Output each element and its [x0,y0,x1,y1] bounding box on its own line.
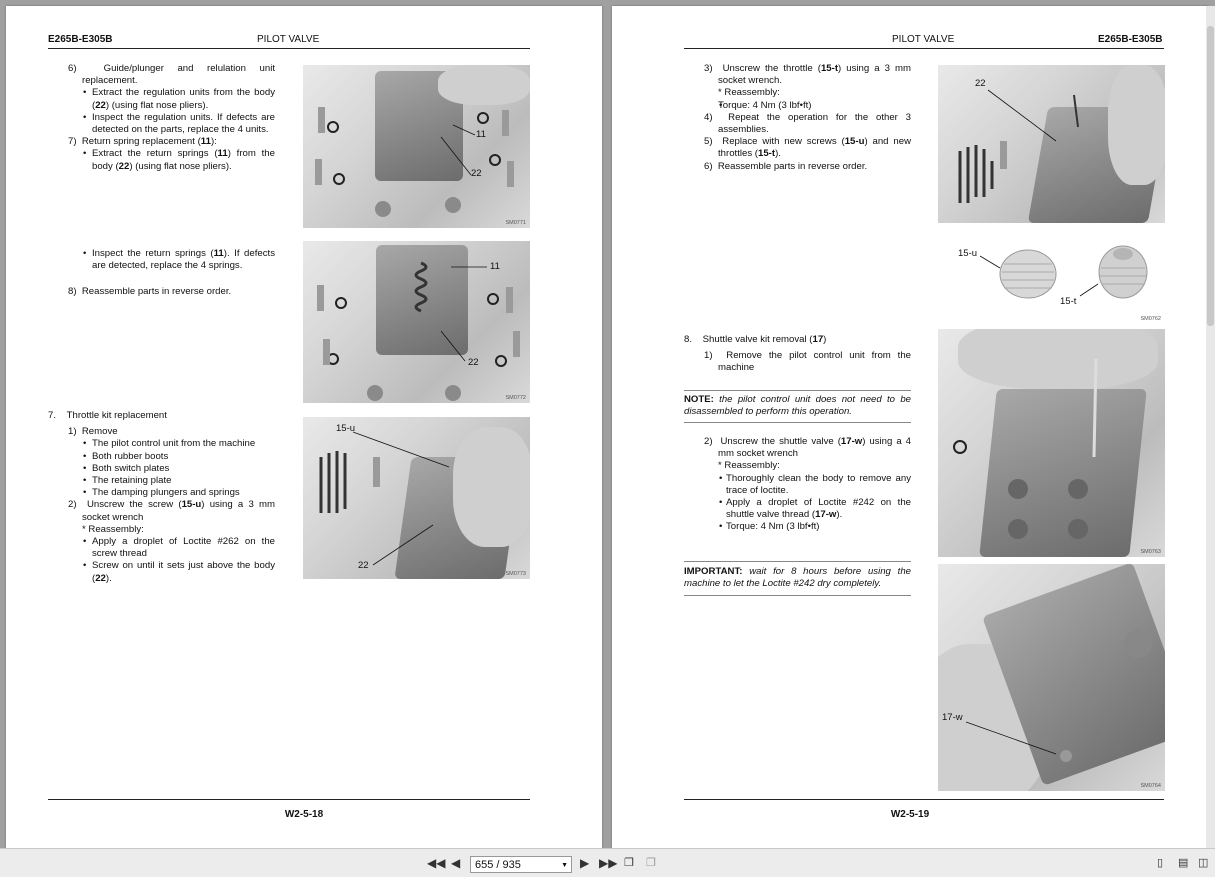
left-page [6,6,602,848]
callout-label: 22 [468,357,479,368]
section-8-text: 8. Shuttle valve kit removal (17) 1) Remove the pilot control unit from the machine [684,334,911,374]
continuous-view-icon[interactable]: ▤ [1178,857,1189,869]
paste-icon[interactable]: ❐ [646,857,656,869]
callout-label: 22 [358,560,369,571]
last-page-icon[interactable]: ▶▶ [599,856,618,870]
callout-label: 22 [975,78,986,89]
note-text: NOTE: the pilot control unit does not need to be disassembled to perform this operation. [684,394,911,418]
photo-shuttle-valve [938,329,1165,557]
callout-label: 15-u [336,423,356,434]
shuttle-valve-steps-text: 2) Unscrew the shuttle valve (17-w) using a 4 mm socket wrench * Reassembly: • Thoroughly clean the body to remove any trace of loctite. • Apply a droplet of Loctite #242 on the shuttle valve thread (17-w). • Torque: 4 Nm (3 lbf•ft) [704,436,911,534]
copy-icon[interactable]: ❐ [624,857,634,869]
image-code: SM0762 [1140,316,1161,322]
page-number-input[interactable] [470,856,572,873]
callout-label: 11 [490,261,500,272]
section-7-text: 7. Throttle kit replacement 1) Remove • The pilot control unit from the machine • Both rubber boots • Both switch plates • The retaining plate • The damping plungers and springs 2) Unscrew the screw (15-u) using a 3 mm socket wrench * Reassembly: • Apply a droplet of Loctite #262 on the screw thread • Screw on until it sets just above the body (22). [48,410,275,585]
header-rule [684,48,1164,49]
image-code: SM0772 [505,395,526,401]
callout-label: 17-w [942,712,963,723]
step-6-text: 6) Guide/plunger and relulation unit replacement. • Extract the regulation units from the body (22) (using flat nose pliers). • Inspect the regulation units. If defects are detected on the parts, replace the 4 units. 7) Return spring replacement (11): • Extract the return springs (11) from the body (22) (using flat nose pliers). [68,63,275,173]
next-page-icon[interactable]: ▶ [580,856,590,870]
page-indicator: 655 / 935 [475,859,521,871]
callout-label: 11 [476,129,486,140]
note-rule-bottom [684,422,911,423]
scrollbar-thumb[interactable] [1207,26,1214,326]
header-model: E265B-E305B [1098,34,1163,45]
important-rule-top [684,561,911,562]
important-text: IMPORTANT: wait for 8 hours before using the machine to let the Loctite #242 dry completely. [684,566,912,590]
page-number: W2-5-18 [284,809,324,820]
chevron-down-icon[interactable]: ▼ [561,862,568,869]
footer-rule [684,799,1164,800]
two-page-view-icon[interactable]: ◫ [1198,857,1209,869]
photo-shuttle-valve-closeup [938,564,1165,791]
image-code: SM0764 [1140,783,1161,789]
right-page [612,6,1208,848]
vertical-scrollbar[interactable] [1206,6,1215,848]
photo-throttle-removal [938,65,1165,223]
photo-throttle-screw [303,417,530,579]
photo-screw-throttle [938,234,1165,320]
header-title: PILOT VALVE [892,34,955,45]
header-model: E265B-E305B [48,34,113,45]
callout-label: 15-u [958,248,978,259]
footer-rule [48,799,530,800]
previous-page-icon[interactable]: ◀ [451,856,461,870]
header-title: PILOT VALVE [257,34,320,45]
image-code: SM0763 [1140,549,1161,555]
important-rule-bottom [684,595,911,596]
image-code: SM0771 [505,220,526,226]
image-code: SM0773 [505,571,526,577]
single-page-view-icon[interactable]: ▯ [1157,857,1164,869]
header-rule [48,48,530,49]
photo-return-springs [303,241,530,403]
throttle-steps-text: 3) Unscrew the throttle (15-t) using a 3 mm socket wrench. * Reassembly: • Torque: 4 Nm (3 lbf•ft) 4) Repeat the operation for the other 3 assemblies. 5) Replace with new screws (15-u) and new throttles (15-t). 6) Reassemble parts in reverse order. [704,63,911,173]
navigation-toolbar [0,848,1215,877]
photo-regulation-units [303,65,530,228]
page-number: W2-5-19 [890,809,930,820]
callout-label: 22 [471,168,482,179]
first-page-icon[interactable]: ◀◀ [427,856,446,870]
note-rule-top [684,390,911,391]
callout-label: 15-t [1060,296,1077,307]
inspect-springs-text: • Inspect the return springs (11). If defects are detected, replace the 4 springs. 8) Reassemble parts in reverse order. [68,248,275,299]
